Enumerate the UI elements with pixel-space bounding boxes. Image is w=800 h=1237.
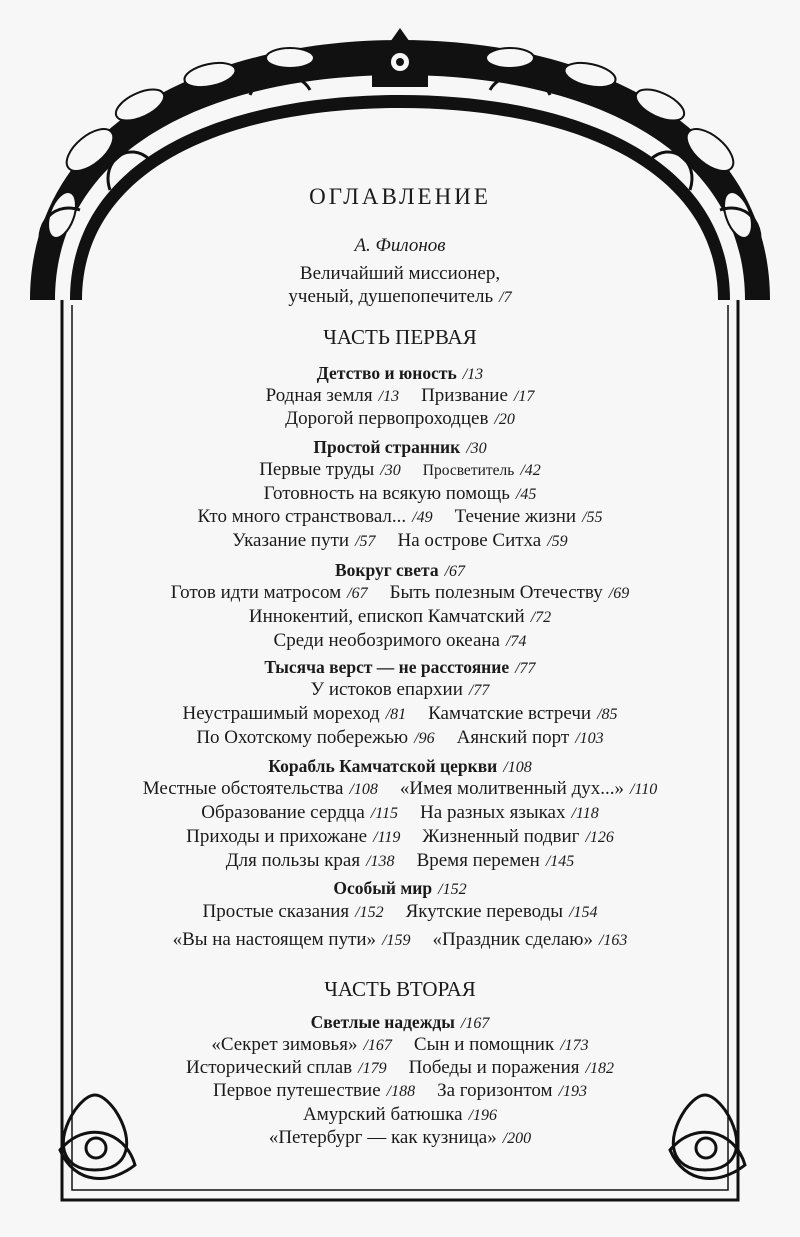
toc-row — [0, 929, 800, 952]
toc-entry-title: Призвание — [421, 385, 508, 406]
toc-entry-page: /196 — [468, 1107, 498, 1124]
toc-entry-title: Якутские переводы — [405, 901, 564, 922]
section-page: /167 — [460, 1015, 490, 1032]
toc-entry-title: Для пользы края — [225, 850, 361, 871]
toc-entry-title: Простые сказания — [202, 901, 350, 922]
section-heading-line — [0, 559, 800, 583]
toc-entry-title: Местные обстоятельства — [142, 778, 344, 799]
toc-row — [0, 408, 800, 431]
toc-row — [0, 1057, 800, 1080]
toc-entry-page: /81 — [385, 706, 407, 723]
toc-entry-title: Сын и помощник — [413, 1034, 555, 1055]
toc-row — [0, 1034, 800, 1057]
toc-entry-page: /13 — [378, 388, 400, 405]
section-page: /13 — [462, 366, 484, 383]
section-heading-line — [0, 436, 800, 460]
section-heading: Простой странник — [313, 437, 461, 457]
toc-entry-title: Время перемен — [416, 850, 540, 871]
section-heading-line — [0, 1011, 800, 1035]
toc-entry-page: /74 — [505, 633, 527, 650]
toc-entry-page: /179 — [358, 1060, 387, 1077]
toc-entry-title: По Охотскому побережью — [196, 727, 409, 748]
toc-entry-page: /96 — [414, 730, 435, 747]
section-page: /67 — [444, 563, 466, 580]
section-heading: Светлые надежды — [310, 1012, 455, 1032]
toc-entry-title: «Праздник сделаю» — [432, 929, 593, 950]
toc-row — [0, 582, 800, 605]
toc-entry-title: Исторический сплав — [186, 1057, 353, 1078]
toc-entry-title: Готовность на всякую помощь — [263, 483, 510, 504]
toc-entry-page: /118 — [571, 805, 599, 822]
toc-entry-title: Камчатские встречи — [428, 703, 592, 724]
toc-entry-title: Неустрашимый мореход — [182, 703, 380, 724]
toc-entry-title: Победы и поражения — [408, 1057, 580, 1078]
toc-entry-page: /119 — [373, 829, 401, 846]
toc-entry-title: Аянский порт — [456, 727, 570, 748]
toc-entry-page: /193 — [558, 1083, 588, 1100]
toc-entry-page: /45 — [515, 486, 537, 503]
toc-row — [0, 850, 800, 873]
toc-entry-title: Родная земля — [265, 385, 373, 406]
toc-entry-title: Быть полезным Отечеству — [389, 582, 603, 603]
section-heading: Вокруг света — [334, 560, 439, 580]
section-heading-line — [0, 755, 800, 779]
toc-row — [0, 778, 800, 801]
toc-entry-page: /126 — [585, 829, 614, 846]
intro-title-1: Величайший миссионер, — [299, 263, 501, 284]
toc-entry-page: /154 — [569, 904, 598, 921]
toc-row — [0, 630, 800, 653]
toc-entry-page: /42 — [520, 462, 541, 479]
toc-entry-page: /30 — [380, 462, 401, 479]
toc-entry-title: Готов идти матросом — [170, 582, 342, 603]
toc-row — [0, 901, 800, 924]
toc-entry-title: «Петербург — как кузница» — [268, 1127, 497, 1148]
toc-entry-page: /138 — [366, 853, 395, 870]
toc-row — [0, 1127, 800, 1150]
toc-entry-title: Просветитель — [422, 462, 515, 479]
intro-line-2 — [0, 286, 800, 309]
toc-entry-page: /49 — [412, 509, 433, 526]
toc-row — [0, 802, 800, 825]
part-one-title: ЧАСТЬ ПЕРВАЯ — [323, 325, 477, 349]
toc-entry-page: /152 — [355, 904, 384, 921]
toc-entry-title: «Имея молитвенный дух...» — [399, 778, 625, 799]
toc-entry-page: /59 — [547, 533, 568, 550]
toc-entry-title: У истоков епархии — [310, 679, 463, 700]
section-heading: Детство и юность — [316, 363, 457, 383]
toc-row — [0, 530, 800, 553]
intro-title-2: ученый, душепопечитель — [288, 286, 494, 307]
toc-entry-page: /188 — [386, 1083, 416, 1100]
toc-entry-title: Течение жизни — [454, 506, 577, 527]
toc-row — [0, 506, 800, 529]
toc-row — [0, 703, 800, 726]
toc-entry-page: /182 — [585, 1060, 614, 1077]
toc-entry-title: Приходы и прихожане — [186, 826, 368, 847]
toc-entry-title: На разных языках — [420, 802, 566, 823]
toc-entry-page: /55 — [582, 509, 603, 526]
section-page: /108 — [503, 759, 532, 776]
toc-entry-page: /57 — [355, 533, 376, 550]
toc-entry-page: /167 — [363, 1037, 392, 1054]
toc-entry-title: Иннокентий, епископ Камчатский — [248, 606, 525, 627]
toc-entry-title: На острове Ситха — [397, 530, 542, 551]
part-two-title: ЧАСТЬ ВТОРАЯ — [324, 977, 476, 1001]
toc-row — [0, 606, 800, 629]
toc-entry-title: Первое путешествие — [212, 1080, 381, 1101]
toc-entry-title: Амурский батюшка — [302, 1104, 463, 1125]
toc-entry-title: «Секрет зимовья» — [211, 1034, 358, 1055]
toc-entry-page: /173 — [560, 1037, 589, 1054]
toc-entry-page: /200 — [502, 1130, 532, 1147]
toc-entry-title: Дорогой первопроходцев — [285, 408, 489, 429]
toc-entry-page: /17 — [513, 388, 535, 405]
toc-row — [0, 1104, 800, 1127]
toc-entry-page: /163 — [598, 932, 628, 949]
section-heading: Тысяча верст — не расстояние — [264, 657, 510, 677]
toc-entry-page: /20 — [494, 411, 515, 428]
toc-entry-page: /103 — [575, 730, 604, 747]
toc-title: ОГЛАВЛЕНИЕ — [309, 184, 491, 209]
toc-row — [0, 459, 800, 482]
toc-entry-page: /85 — [597, 706, 618, 723]
section-heading: Особый мир — [333, 878, 433, 898]
section-heading: Корабль Камчатской церкви — [268, 756, 498, 776]
toc-entry-page: /115 — [370, 805, 399, 822]
toc-row — [0, 1080, 800, 1103]
toc-row — [0, 385, 800, 408]
section-page: /77 — [515, 660, 536, 677]
toc-entry-page: /159 — [382, 932, 411, 949]
section-page: /30 — [466, 440, 487, 457]
section-heading-line — [0, 656, 800, 680]
toc-entry-page: /72 — [530, 609, 552, 626]
toc-entry-page: /69 — [608, 585, 630, 602]
author-name: А. Филонов — [354, 235, 446, 256]
toc-entry-page: /77 — [468, 682, 490, 699]
toc-entry-page: /110 — [630, 781, 658, 798]
toc-entry-page: /108 — [349, 781, 378, 798]
toc-entry-title: Среди необозримого океана — [273, 630, 500, 651]
toc-row — [0, 679, 800, 702]
toc-entry-title: За горизонтом — [437, 1080, 553, 1101]
toc-entry-title: Первые труды — [259, 459, 375, 480]
toc-row — [0, 483, 800, 506]
section-heading-line — [0, 362, 800, 386]
toc-entry-title: Указание пути — [232, 530, 350, 551]
section-page: /152 — [438, 881, 467, 898]
toc-row — [0, 826, 800, 849]
toc-entry-title: Образование сердца — [201, 802, 365, 823]
toc-entry-title: Жизненный подвиг — [422, 826, 580, 847]
section-heading-line — [0, 877, 800, 901]
intro-line-1 — [0, 263, 800, 285]
toc-entry-title: Кто много странствовал... — [197, 506, 407, 527]
toc-entry-title: «Вы на настоящем пути» — [172, 929, 377, 950]
toc-entry-page: /67 — [347, 585, 368, 602]
intro-page: /7 — [499, 289, 512, 306]
toc-row — [0, 727, 800, 750]
toc-entry-page: /145 — [545, 853, 575, 870]
